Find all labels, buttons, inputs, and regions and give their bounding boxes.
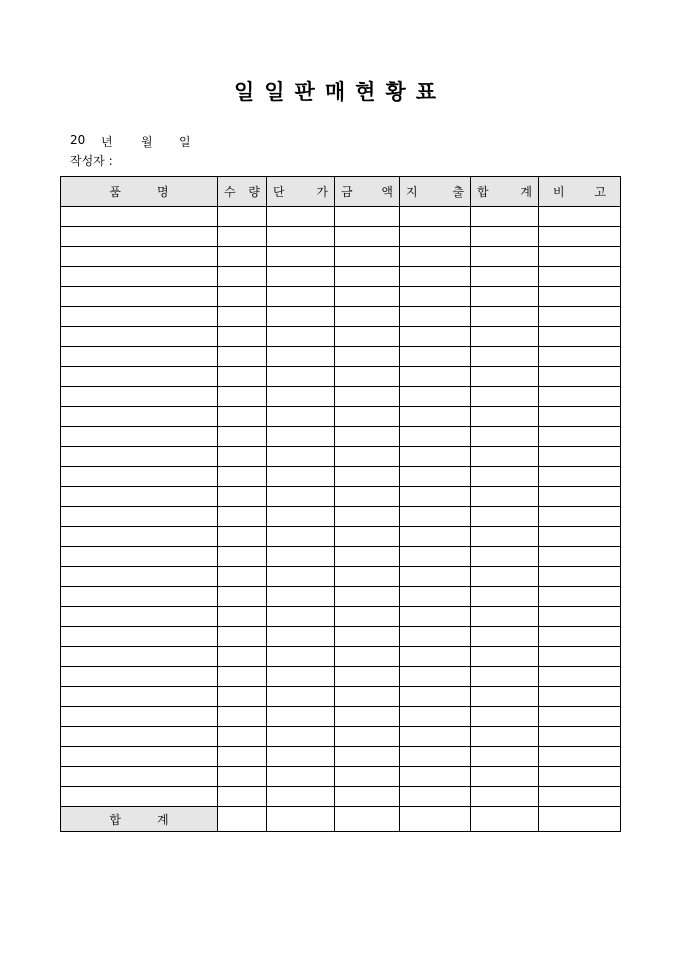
table-cell[interactable] xyxy=(400,347,471,367)
table-cell[interactable] xyxy=(218,267,267,287)
sales-table xyxy=(60,176,621,832)
table-cell[interactable] xyxy=(335,367,400,387)
table-cell[interactable] xyxy=(218,367,267,387)
table-cell[interactable] xyxy=(400,567,471,587)
table-cell[interactable] xyxy=(539,307,621,327)
table-cell[interactable] xyxy=(539,727,621,747)
table-cell[interactable] xyxy=(539,427,621,447)
table-cell[interactable] xyxy=(335,707,400,727)
table-cell[interactable] xyxy=(471,367,539,387)
table-cell[interactable] xyxy=(400,787,471,807)
table-cell[interactable] xyxy=(267,307,335,327)
page-title: 일일판매현황표 xyxy=(233,79,446,104)
table-cell[interactable] xyxy=(539,747,621,767)
table-cell[interactable] xyxy=(400,307,471,327)
table-row xyxy=(61,267,621,287)
table-row xyxy=(61,547,621,567)
table-cell[interactable] xyxy=(61,687,218,707)
table-cell[interactable] xyxy=(471,387,539,407)
table-cell[interactable] xyxy=(539,687,621,707)
table-cell[interactable] xyxy=(539,267,621,287)
table-row xyxy=(61,627,621,647)
table-cell[interactable] xyxy=(218,247,267,267)
table-cell[interactable] xyxy=(267,227,335,247)
table-cell[interactable] xyxy=(539,767,621,787)
table-row xyxy=(61,747,621,767)
table-cell[interactable] xyxy=(400,607,471,627)
table-cell[interactable] xyxy=(335,207,400,227)
table-cell[interactable] xyxy=(471,307,539,327)
table-cell[interactable] xyxy=(335,227,400,247)
table-cell[interactable] xyxy=(471,447,539,467)
table-cell[interactable] xyxy=(218,647,267,667)
table-cell[interactable] xyxy=(61,327,218,347)
table-cell[interactable] xyxy=(335,327,400,347)
table-cell[interactable] xyxy=(335,287,400,307)
total-cell[interactable] xyxy=(335,807,400,832)
table-cell[interactable] xyxy=(61,587,218,607)
table-cell[interactable] xyxy=(335,627,400,647)
table-cell[interactable] xyxy=(400,387,471,407)
table-cell[interactable] xyxy=(400,367,471,387)
table-cell[interactable] xyxy=(218,727,267,747)
table-cell[interactable] xyxy=(471,487,539,507)
table-cell[interactable] xyxy=(267,387,335,407)
table-cell[interactable] xyxy=(539,227,621,247)
table-cell[interactable] xyxy=(61,567,218,587)
table-cell[interactable] xyxy=(61,387,218,407)
table-cell[interactable] xyxy=(539,387,621,407)
table-row xyxy=(61,687,621,707)
table-cell[interactable] xyxy=(471,667,539,687)
table-cell[interactable] xyxy=(471,787,539,807)
table-cell[interactable] xyxy=(539,207,621,227)
table-row xyxy=(61,527,621,547)
table-cell[interactable] xyxy=(61,527,218,547)
table-cell[interactable] xyxy=(539,647,621,667)
table-cell[interactable] xyxy=(539,527,621,547)
table-cell[interactable] xyxy=(267,267,335,287)
table-cell[interactable] xyxy=(471,767,539,787)
table-cell[interactable] xyxy=(218,427,267,447)
table-cell[interactable] xyxy=(539,327,621,347)
table-row xyxy=(61,227,621,247)
table-cell[interactable] xyxy=(471,547,539,567)
table-cell[interactable] xyxy=(218,667,267,687)
table-cell[interactable] xyxy=(267,367,335,387)
table-cell[interactable] xyxy=(335,607,400,627)
total-cell[interactable] xyxy=(539,807,621,832)
table-cell[interactable] xyxy=(218,467,267,487)
table-cell[interactable] xyxy=(61,307,218,327)
table-row xyxy=(61,647,621,667)
table-cell[interactable] xyxy=(218,507,267,527)
table-cell[interactable] xyxy=(471,407,539,427)
table-cell[interactable] xyxy=(267,727,335,747)
table-cell[interactable] xyxy=(471,567,539,587)
table-cell[interactable] xyxy=(335,687,400,707)
table-cell[interactable] xyxy=(267,407,335,427)
table-cell[interactable] xyxy=(335,747,400,767)
table-cell[interactable] xyxy=(335,307,400,327)
table-cell[interactable] xyxy=(335,387,400,407)
table-cell[interactable] xyxy=(335,447,400,467)
table-cell[interactable] xyxy=(400,467,471,487)
table-cell[interactable] xyxy=(218,567,267,587)
table-cell[interactable] xyxy=(539,467,621,487)
table-cell[interactable] xyxy=(267,647,335,667)
total-cell[interactable] xyxy=(471,807,539,832)
table-row xyxy=(61,607,621,627)
table-cell[interactable] xyxy=(61,287,218,307)
table-cell[interactable] xyxy=(218,207,267,227)
table-cell[interactable] xyxy=(61,247,218,267)
table-row xyxy=(61,367,621,387)
year-label: 년 xyxy=(101,135,113,149)
table-cell[interactable] xyxy=(539,347,621,367)
table-cell[interactable] xyxy=(539,627,621,647)
table-cell[interactable] xyxy=(61,647,218,667)
table-cell[interactable] xyxy=(61,747,218,767)
table-row xyxy=(61,727,621,747)
table-cell[interactable] xyxy=(400,407,471,427)
table-row xyxy=(61,247,621,267)
table-cell[interactable] xyxy=(61,767,218,787)
header-amount: 금 액 xyxy=(335,177,400,207)
table-cell[interactable] xyxy=(400,447,471,467)
table-row xyxy=(61,347,621,367)
table-cell[interactable] xyxy=(335,787,400,807)
table-cell[interactable] xyxy=(471,607,539,627)
table-cell[interactable] xyxy=(61,727,218,747)
table-cell[interactable] xyxy=(267,427,335,447)
table-cell[interactable] xyxy=(218,587,267,607)
table-cell[interactable] xyxy=(218,307,267,327)
table-cell[interactable] xyxy=(267,327,335,347)
table-cell[interactable] xyxy=(335,667,400,687)
table-cell[interactable] xyxy=(471,287,539,307)
table-cell[interactable] xyxy=(400,707,471,727)
table-cell[interactable] xyxy=(400,667,471,687)
table-cell[interactable] xyxy=(539,707,621,727)
table-cell[interactable] xyxy=(471,647,539,667)
date-line xyxy=(70,133,191,150)
table-cell[interactable] xyxy=(471,627,539,647)
header-expense: 지 출 xyxy=(400,177,471,207)
table-cell[interactable] xyxy=(267,587,335,607)
table-row xyxy=(61,287,621,307)
table-row xyxy=(61,767,621,787)
author-label: 작성자 : xyxy=(70,154,113,168)
table-cell[interactable] xyxy=(335,647,400,667)
table-cell[interactable] xyxy=(400,767,471,787)
table-cell[interactable] xyxy=(61,427,218,447)
table-cell[interactable] xyxy=(539,787,621,807)
table-row xyxy=(61,407,621,427)
table-cell[interactable] xyxy=(400,227,471,247)
table-cell[interactable] xyxy=(218,687,267,707)
table-cell[interactable] xyxy=(400,327,471,347)
table-cell[interactable] xyxy=(267,767,335,787)
table-cell[interactable] xyxy=(61,447,218,467)
table-cell[interactable] xyxy=(400,727,471,747)
table-cell[interactable] xyxy=(335,467,400,487)
table-cell[interactable] xyxy=(267,687,335,707)
table-cell[interactable] xyxy=(539,447,621,467)
table-cell[interactable] xyxy=(61,407,218,427)
table-cell[interactable] xyxy=(267,627,335,647)
total-cell[interactable] xyxy=(400,807,471,832)
table-cell[interactable] xyxy=(218,547,267,567)
table-row xyxy=(61,207,621,227)
total-cell[interactable] xyxy=(267,807,335,832)
table-cell[interactable] xyxy=(400,527,471,547)
table-row xyxy=(61,787,621,807)
table-cell[interactable] xyxy=(400,547,471,567)
table-cell[interactable] xyxy=(400,507,471,527)
day-label: 일 xyxy=(179,135,191,149)
table-cell[interactable] xyxy=(335,527,400,547)
table-row xyxy=(61,327,621,347)
table-cell[interactable] xyxy=(400,587,471,607)
table-cell[interactable] xyxy=(218,447,267,467)
table-cell[interactable] xyxy=(335,347,400,367)
table-cell[interactable] xyxy=(267,507,335,527)
table-row xyxy=(61,567,621,587)
table-cell[interactable] xyxy=(471,527,539,547)
header-quantity: 수 량 xyxy=(218,177,267,207)
table-cell[interactable] xyxy=(335,507,400,527)
table-row xyxy=(61,427,621,447)
table-cell[interactable] xyxy=(471,327,539,347)
table-cell[interactable] xyxy=(61,627,218,647)
table-cell[interactable] xyxy=(267,607,335,627)
table-cell[interactable] xyxy=(471,467,539,487)
table-cell[interactable] xyxy=(61,347,218,367)
table-row xyxy=(61,667,621,687)
table-cell[interactable] xyxy=(61,507,218,527)
table-cell[interactable] xyxy=(61,227,218,247)
table-cell[interactable] xyxy=(539,287,621,307)
table-cell[interactable] xyxy=(61,467,218,487)
table-cell[interactable] xyxy=(61,367,218,387)
table-cell[interactable] xyxy=(539,507,621,527)
table-cell[interactable] xyxy=(539,667,621,687)
total-cell[interactable] xyxy=(218,807,267,832)
table-cell[interactable] xyxy=(267,707,335,727)
table-cell[interactable] xyxy=(218,227,267,247)
table-cell[interactable] xyxy=(539,407,621,427)
table-cell[interactable] xyxy=(471,587,539,607)
table-row xyxy=(61,307,621,327)
table-cell[interactable] xyxy=(335,267,400,287)
year-prefix: 20 xyxy=(70,133,86,147)
table-row xyxy=(61,507,621,527)
table-cell[interactable] xyxy=(335,587,400,607)
table-cell[interactable] xyxy=(400,747,471,767)
table-cell[interactable] xyxy=(539,547,621,567)
header-total: 합 계 xyxy=(471,177,539,207)
table-cell[interactable] xyxy=(335,427,400,447)
table-cell[interactable] xyxy=(218,607,267,627)
table-cell[interactable] xyxy=(539,567,621,587)
table-cell[interactable] xyxy=(267,467,335,487)
table-cell[interactable] xyxy=(471,347,539,367)
table-cell[interactable] xyxy=(61,547,218,567)
table-cell[interactable] xyxy=(218,787,267,807)
table-cell[interactable] xyxy=(471,727,539,747)
table-cell[interactable] xyxy=(218,767,267,787)
table-cell[interactable] xyxy=(267,447,335,467)
table-cell[interactable] xyxy=(61,667,218,687)
table-cell[interactable] xyxy=(471,267,539,287)
table-cell[interactable] xyxy=(61,707,218,727)
table-cell[interactable] xyxy=(218,527,267,547)
table-cell[interactable] xyxy=(471,507,539,527)
table-cell[interactable] xyxy=(218,407,267,427)
table-cell[interactable] xyxy=(335,247,400,267)
table-cell[interactable] xyxy=(61,487,218,507)
table-cell[interactable] xyxy=(471,227,539,247)
table-cell[interactable] xyxy=(539,247,621,267)
table-cell[interactable] xyxy=(218,627,267,647)
table-cell[interactable] xyxy=(218,487,267,507)
header-unit-price: 단 가 xyxy=(267,177,335,207)
table-cell[interactable] xyxy=(400,207,471,227)
table-cell[interactable] xyxy=(61,607,218,627)
table-row xyxy=(61,487,621,507)
header-row xyxy=(61,177,621,207)
table-cell[interactable] xyxy=(400,647,471,667)
table-row xyxy=(61,467,621,487)
table-cell[interactable] xyxy=(218,327,267,347)
table-cell[interactable] xyxy=(539,607,621,627)
table-cell[interactable] xyxy=(400,267,471,287)
table-cell[interactable] xyxy=(267,567,335,587)
month-label: 월 xyxy=(141,135,153,149)
table-cell[interactable] xyxy=(61,267,218,287)
table-cell[interactable] xyxy=(400,427,471,447)
table-cell[interactable] xyxy=(335,567,400,587)
header-remarks: 비 고 xyxy=(539,177,621,207)
table-cell[interactable] xyxy=(471,707,539,727)
table-cell[interactable] xyxy=(400,287,471,307)
table-cell[interactable] xyxy=(335,767,400,787)
table-cell[interactable] xyxy=(335,407,400,427)
table-cell[interactable] xyxy=(218,387,267,407)
total-row xyxy=(61,807,621,832)
table-cell[interactable] xyxy=(267,487,335,507)
total-row-label: 합 계 xyxy=(61,807,218,832)
table-cell[interactable] xyxy=(400,687,471,707)
table-cell[interactable] xyxy=(267,547,335,567)
table-row xyxy=(61,387,621,407)
table-cell[interactable] xyxy=(267,347,335,367)
table-cell[interactable] xyxy=(400,247,471,267)
table-row xyxy=(61,587,621,607)
table-cell[interactable] xyxy=(218,287,267,307)
table-cell[interactable] xyxy=(267,787,335,807)
table-cell[interactable] xyxy=(218,347,267,367)
table-cell[interactable] xyxy=(267,207,335,227)
table-row xyxy=(61,707,621,727)
table-cell[interactable] xyxy=(539,587,621,607)
table-cell[interactable] xyxy=(400,627,471,647)
table-cell[interactable] xyxy=(400,487,471,507)
table-cell[interactable] xyxy=(539,367,621,387)
table-cell[interactable] xyxy=(61,207,218,227)
table-cell[interactable] xyxy=(267,747,335,767)
table-cell[interactable] xyxy=(61,787,218,807)
table-cell[interactable] xyxy=(267,667,335,687)
table-cell[interactable] xyxy=(471,247,539,267)
table-cell[interactable] xyxy=(267,247,335,267)
table-cell[interactable] xyxy=(218,707,267,727)
table-cell[interactable] xyxy=(471,747,539,767)
table-cell[interactable] xyxy=(335,487,400,507)
table-cell[interactable] xyxy=(539,487,621,507)
table-cell[interactable] xyxy=(267,527,335,547)
table-row xyxy=(61,447,621,467)
table-cell[interactable] xyxy=(471,427,539,447)
table-cell[interactable] xyxy=(267,287,335,307)
header-item-name: 품 명 xyxy=(61,177,218,207)
table-cell[interactable] xyxy=(471,687,539,707)
table-cell[interactable] xyxy=(471,207,539,227)
table-cell[interactable] xyxy=(335,727,400,747)
table-cell[interactable] xyxy=(335,547,400,567)
table-cell[interactable] xyxy=(218,747,267,767)
